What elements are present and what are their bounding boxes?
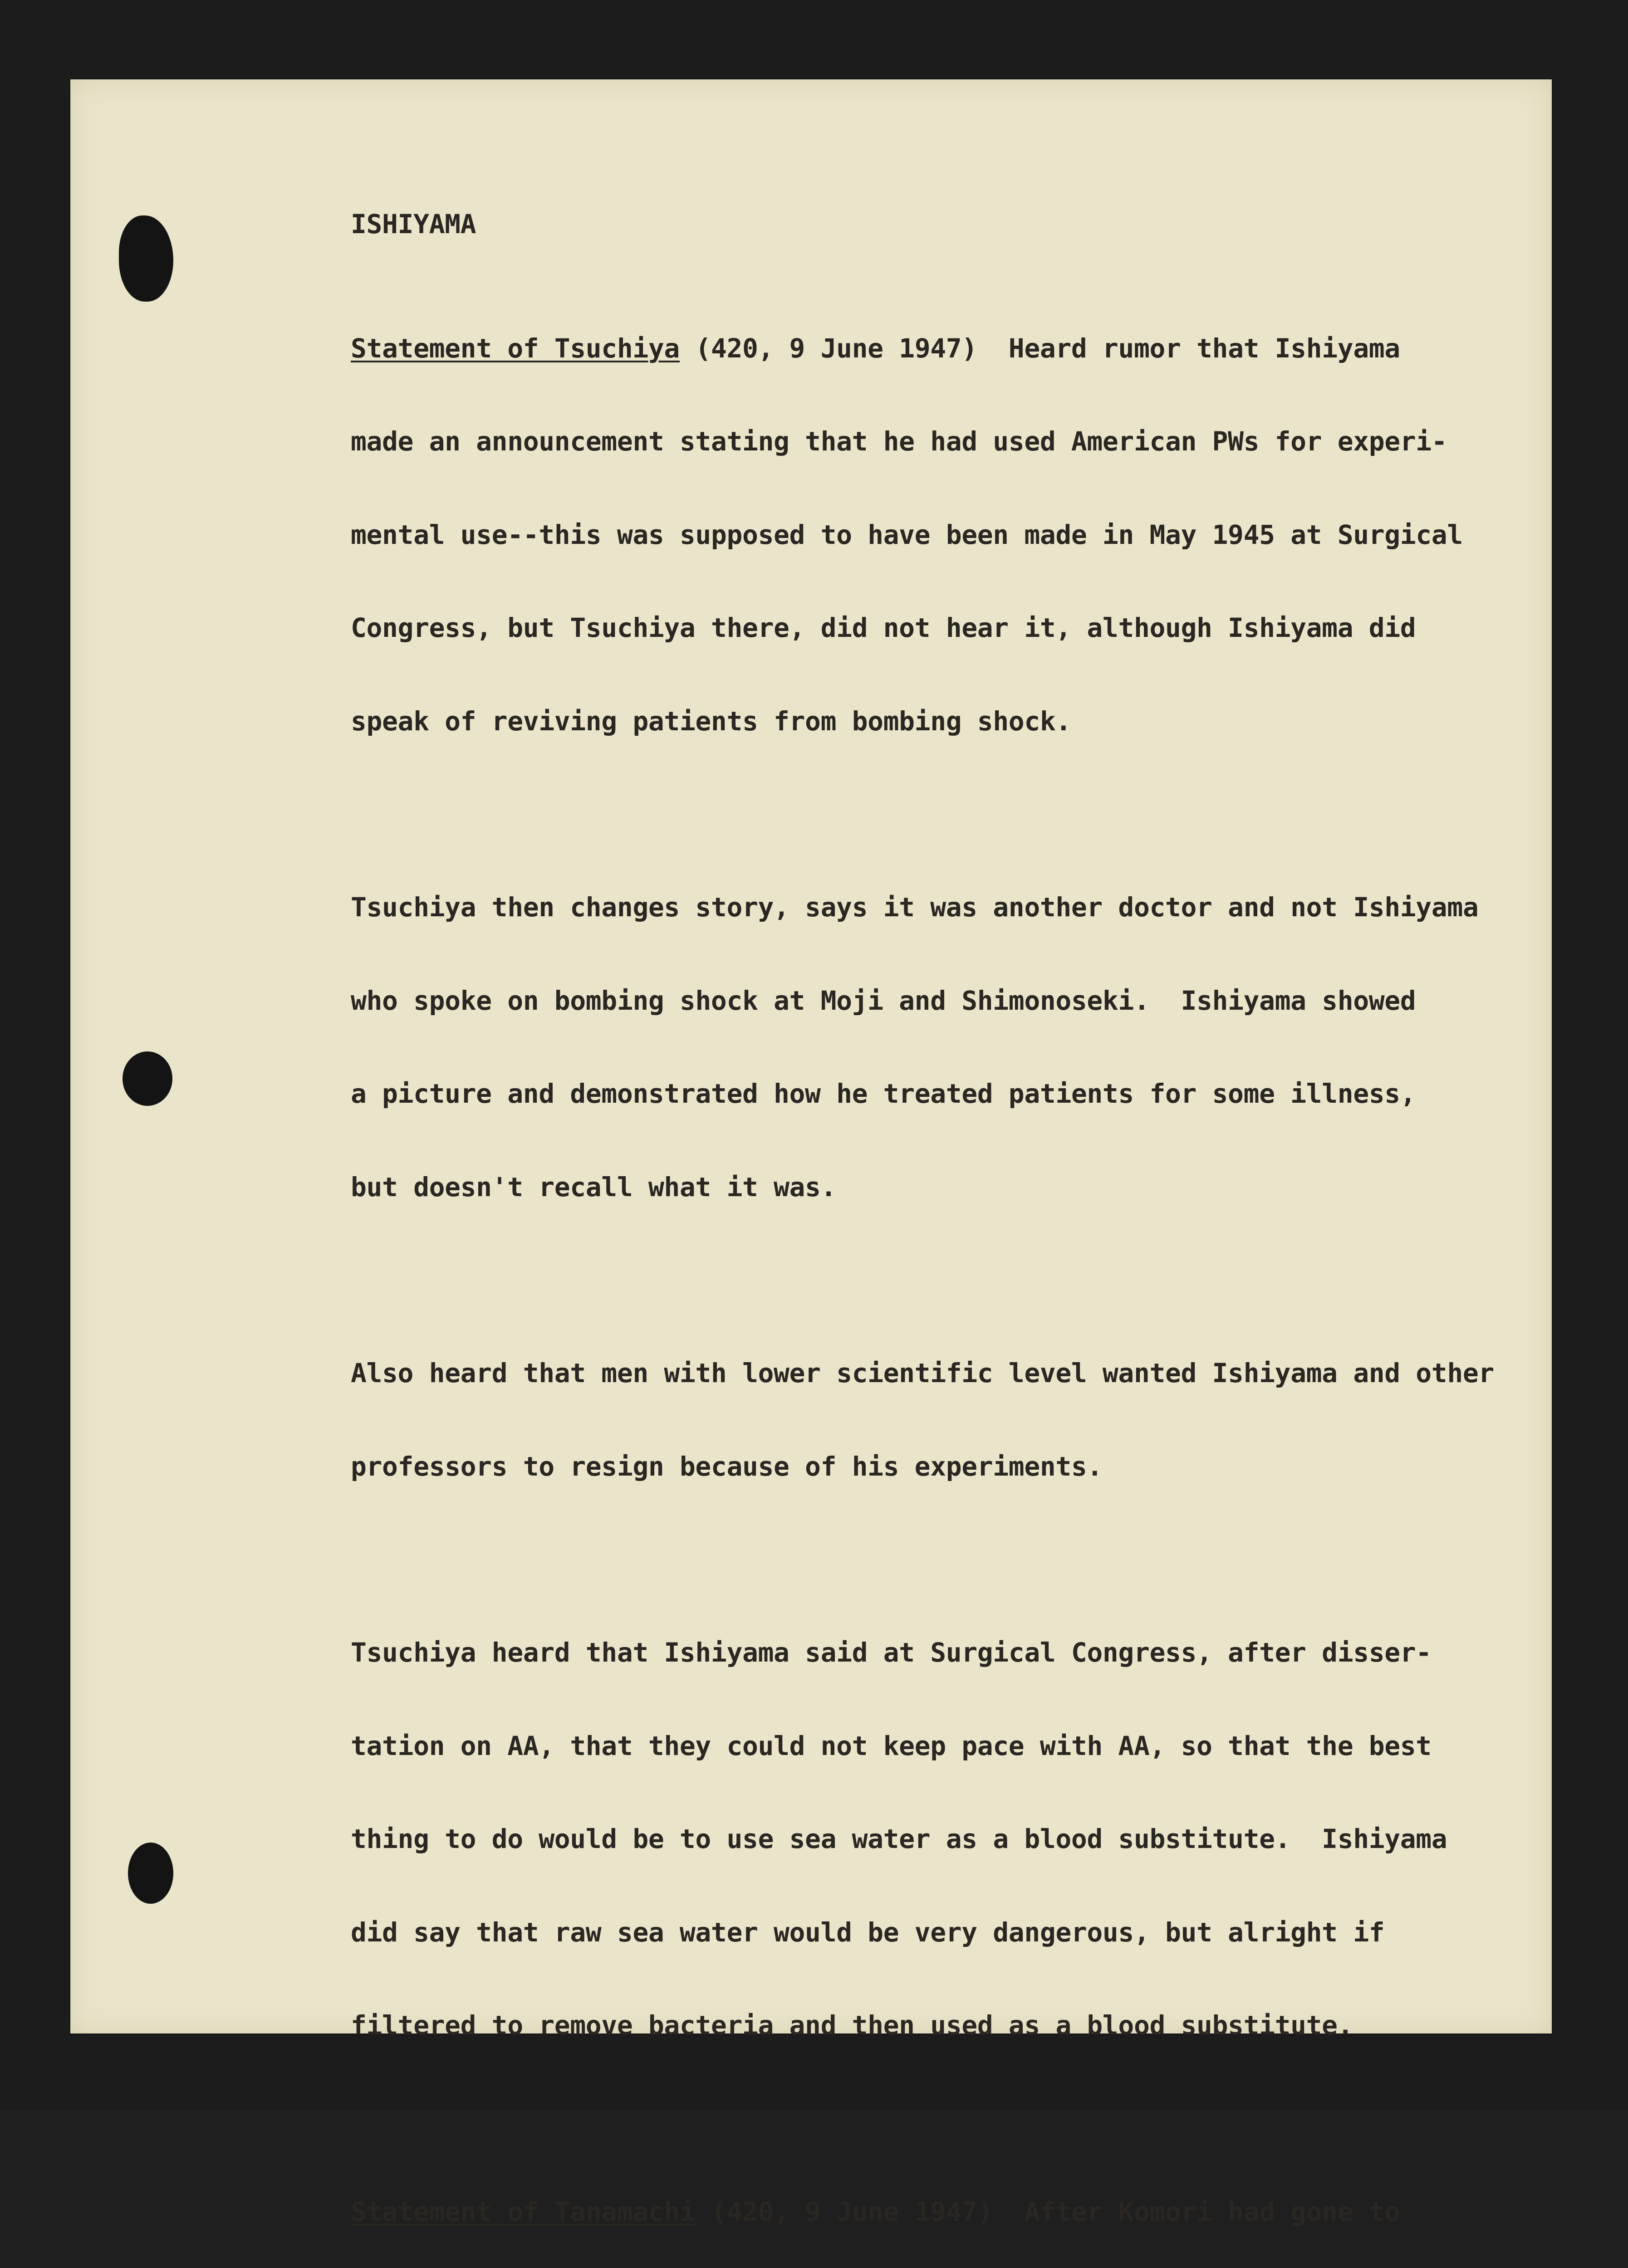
- paragraph-tsuchiya-statement: Statement of Tsuchiya (420, 9 June 1947) Heard rumor that Ishiyama made an announcement stating that he had used American PWs for experi- mental use--this was supposed to have been made in May 1945 at Surgical Congress, but Tsuchiya there, did not hear it, although Ishiyama did speak of reviving patients from bombing shock.: [351, 271, 1503, 799]
- paragraph-sea-water: [351, 1575, 1503, 2103]
- text-line: who spoke on bombing shock at Moji and Shimonoseki. Ishiyama showed: [351, 985, 1503, 1017]
- text-line: Tsuchiya then changes story, says it was another doctor and not Ishiyama: [351, 892, 1503, 923]
- text-line: Also heard that men with lower scientific level wanted Ishiyama and other: [351, 1358, 1503, 1389]
- text-line: but doesn't recall what it was.: [351, 1172, 1503, 1203]
- text-line: made an announcement stating that he had used American PWs for experi-: [351, 426, 1503, 457]
- text-line: thing to do would be to use sea water as a blood substitute. Ishiyama: [351, 1823, 1503, 1855]
- text-line: a picture and demonstrated how he treated patients for some illness,: [351, 1078, 1503, 1110]
- paragraph-tanamachi-statement: Statement of Tanamachi (420, 9 June 1947) After Komori had gone to: [351, 2134, 1503, 2268]
- punch-hole-middle: [123, 1051, 172, 1106]
- document-heading: ISHIYAMA: [351, 209, 1503, 240]
- text-line: did say that raw sea water would be very dangerous, but alright if: [351, 1917, 1503, 1948]
- text-line: professors to resign because of his experiments.: [351, 1451, 1503, 1482]
- text-line: filtered to remove bacteria and then used as a blood substitute.: [351, 2010, 1503, 2041]
- paragraph-tsuchiya-changes-story: [351, 830, 1503, 1265]
- text-line: Congress, but Tsuchiya there, did not hear it, although Ishiyama did: [351, 612, 1503, 644]
- typed-text: [351, 209, 1503, 2268]
- text-line: mental use--this was supposed to have been made in May 1945 at Surgical: [351, 519, 1503, 551]
- statement-title-tanamachi: Statement of Tanamachi: [351, 2196, 695, 2227]
- statement-title-tsuchiya: Statement of Tsuchiya: [351, 333, 680, 364]
- punch-hole-bottom: [128, 1843, 173, 1904]
- text-line: Tsuchiya heard that Ishiyama said at Surgical Congress, after disser-: [351, 1637, 1503, 1668]
- text-line: tation on AA, that they could not keep pace with AA, so that the best: [351, 1730, 1503, 1762]
- paragraph-also-heard: [351, 1295, 1503, 1544]
- text-line: speak of reviving patients from bombing shock.: [351, 706, 1503, 737]
